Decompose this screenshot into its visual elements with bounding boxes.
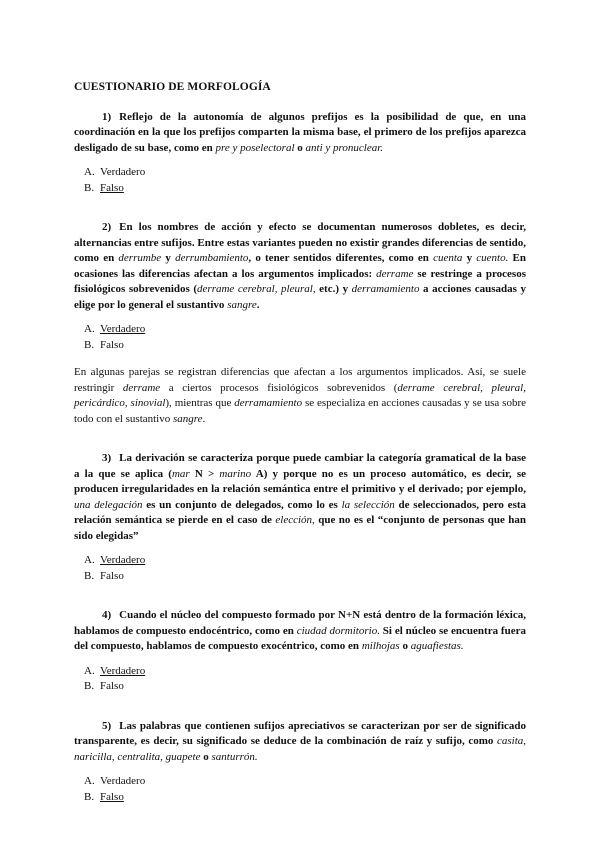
text-segment: se especializa en acciones causadas y se usa sobre todo con el sustantivo xyxy=(74,397,526,425)
option-label: Verdadero xyxy=(100,323,146,335)
answer-options xyxy=(74,165,526,196)
text-segment: o xyxy=(399,640,411,652)
italic-example: aguafiestas. xyxy=(410,640,464,652)
italic-example: sangre xyxy=(173,412,203,425)
italic-example: derramamiento xyxy=(351,283,420,295)
text-segment: o xyxy=(200,750,212,763)
option-label: Falso xyxy=(100,569,124,582)
option-letter: A. xyxy=(84,554,95,566)
text-segment: Si el núcleo se encuentra fuera del compuesto, hablamos de compuesto exocéntrico, como en xyxy=(74,624,526,652)
italic-example: derramamiento xyxy=(234,397,303,409)
italic-example: milhojas xyxy=(361,640,400,652)
text-segment: que no es el “conjunto de personas que han sido elegidas” xyxy=(74,514,526,542)
answer-option-falso[interactable] xyxy=(74,338,526,354)
italic-example: anti y pronuclear. xyxy=(305,141,384,154)
text-segment: a acciones causadas y elige por lo general el sustantivo xyxy=(74,283,527,311)
document-page xyxy=(74,80,526,829)
text-segment: a ciertos procesos fisiológicos sobrevenidos ( xyxy=(160,381,398,394)
italic-example: ciudad dormitorio. xyxy=(296,624,380,637)
option-label: Falso xyxy=(100,680,124,692)
italic-example: sangre xyxy=(227,298,257,311)
question-text xyxy=(74,220,526,313)
answer-options xyxy=(74,553,526,584)
text-segment: se restringe a procesos fisiológicos sobrevenidos ( xyxy=(74,267,526,295)
question-text xyxy=(74,451,526,544)
text-segment: y xyxy=(462,252,477,264)
italic-example: derrame cerebral, pleural, xyxy=(197,283,316,295)
text-segment: A) y porque no es un proceso automático, es decir, se producen irregularidades en la relación semántica entre el primitivo y el derivado; por ejemplo, xyxy=(74,467,526,495)
question-number: 2) xyxy=(102,221,112,233)
text-segment: En ocasiones las diferencias afectan a los argumentos implicados: xyxy=(74,252,527,280)
answer-option-verdadero[interactable] xyxy=(74,774,526,790)
text-segment: Las palabras que contienen sufijos apreciativos se caracterizan por ser de significado transparente, es decir, su significado se deduce de la combinación de raíz y sufijo, como xyxy=(74,719,526,747)
option-label: Verdadero xyxy=(100,775,146,787)
answer-options xyxy=(74,774,526,805)
text-segment: o xyxy=(294,141,306,154)
answer-option-verdadero[interactable] xyxy=(74,664,526,680)
italic-example: derrame cerebral, pleural, pericárdico, sinovial xyxy=(74,381,526,409)
text-segment: En algunas parejas se registran diferencias que afectan a los argumentos implicados. Así, se suele restringir xyxy=(74,366,526,394)
question-number: 4) xyxy=(102,609,112,621)
text-segment: . xyxy=(256,298,260,311)
italic-example: la selección xyxy=(341,498,395,511)
answer-option-verdadero[interactable] xyxy=(74,165,526,181)
text-segment: Reflejo de la autonomía de algunos prefijos es la posibilidad de que, en una coordinación en la que los prefijos comparten la misma base, el primero de los prefijos aparezca desligado de su base, como en xyxy=(74,110,526,154)
answer-option-falso[interactable] xyxy=(74,679,526,695)
text-segment: etc.) y xyxy=(315,283,352,295)
explanation-note xyxy=(74,365,526,427)
italic-example: derrame xyxy=(376,267,414,280)
option-letter: A. xyxy=(84,166,95,178)
page-title: CUESTIONARIO DE MORFOLOGÍA xyxy=(74,81,271,93)
option-letter: A. xyxy=(84,323,95,335)
answer-option-falso[interactable] xyxy=(74,790,526,806)
option-letter: B. xyxy=(84,569,95,582)
option-label: Verdadero xyxy=(100,664,146,677)
italic-example: marino xyxy=(219,467,252,480)
italic-example: casita, naricilla, centralita, guapete xyxy=(74,735,526,763)
option-letter: B. xyxy=(84,338,95,351)
italic-example: pre y poselectoral xyxy=(215,141,295,154)
text-segment: es un conjunto de delegados, como lo es xyxy=(142,498,342,511)
text-segment: N > xyxy=(189,467,220,480)
text-segment: La derivación se caracteriza porque puede cambiar la categoría gramatical de la base a la que se aplica ( xyxy=(74,452,526,480)
option-letter: B. xyxy=(84,790,95,803)
option-label: Falso xyxy=(100,338,124,351)
option-letter: B. xyxy=(84,680,95,692)
option-label: Falso xyxy=(100,181,124,194)
answer-option-falso[interactable] xyxy=(74,181,526,197)
italic-example: elección, xyxy=(275,514,315,526)
answer-option-verdadero[interactable] xyxy=(74,322,526,338)
question-text xyxy=(74,719,526,766)
text-segment: En los nombres de acción y efecto se documentan numerosos dobletes, es decir, alternancias entre sufijos. Entre estas variantes pueden no existir grandes diferencias de sentido, como en xyxy=(74,221,526,264)
text-segment: y xyxy=(161,252,176,264)
answer-option-falso[interactable] xyxy=(74,569,526,585)
answer-options xyxy=(74,322,526,353)
answer-option-verdadero[interactable] xyxy=(74,553,526,569)
italic-example: santurrón. xyxy=(211,750,258,763)
italic-example: derrame xyxy=(122,381,161,394)
option-letter: A. xyxy=(84,775,95,787)
italic-example: derrumbamiento xyxy=(175,252,249,264)
question-number: 1) xyxy=(102,110,112,123)
text-segment: . xyxy=(202,412,206,425)
option-label: Verdadero xyxy=(100,166,146,178)
italic-example: cuenta xyxy=(433,252,463,264)
option-letter: A. xyxy=(84,664,95,677)
question-list xyxy=(74,110,526,806)
italic-example: mar xyxy=(171,467,190,480)
italic-example: cuento. xyxy=(476,252,509,264)
italic-example: derrumbe xyxy=(118,252,162,264)
text-segment: , o tener sentidos diferentes, como en xyxy=(248,252,434,264)
option-label: Falso xyxy=(100,790,124,803)
text-segment: Cuando el núcleo del compuesto formado por N+N está dentro de la formación léxica, hablamos de compuesto endocéntrico, como en xyxy=(74,609,526,637)
italic-example: una delegación xyxy=(74,498,143,511)
question-number: 3) xyxy=(102,452,112,464)
option-letter: B. xyxy=(84,181,95,194)
option-label: Verdadero xyxy=(100,554,146,566)
question-text xyxy=(74,608,526,655)
text-segment: ), mientras que xyxy=(165,397,235,409)
answer-options xyxy=(74,664,526,695)
question-text xyxy=(74,110,526,157)
text-segment: de seleccionados, pero esta relación semántica se pierde en el caso de xyxy=(74,498,527,526)
question-number: 5) xyxy=(102,719,112,732)
